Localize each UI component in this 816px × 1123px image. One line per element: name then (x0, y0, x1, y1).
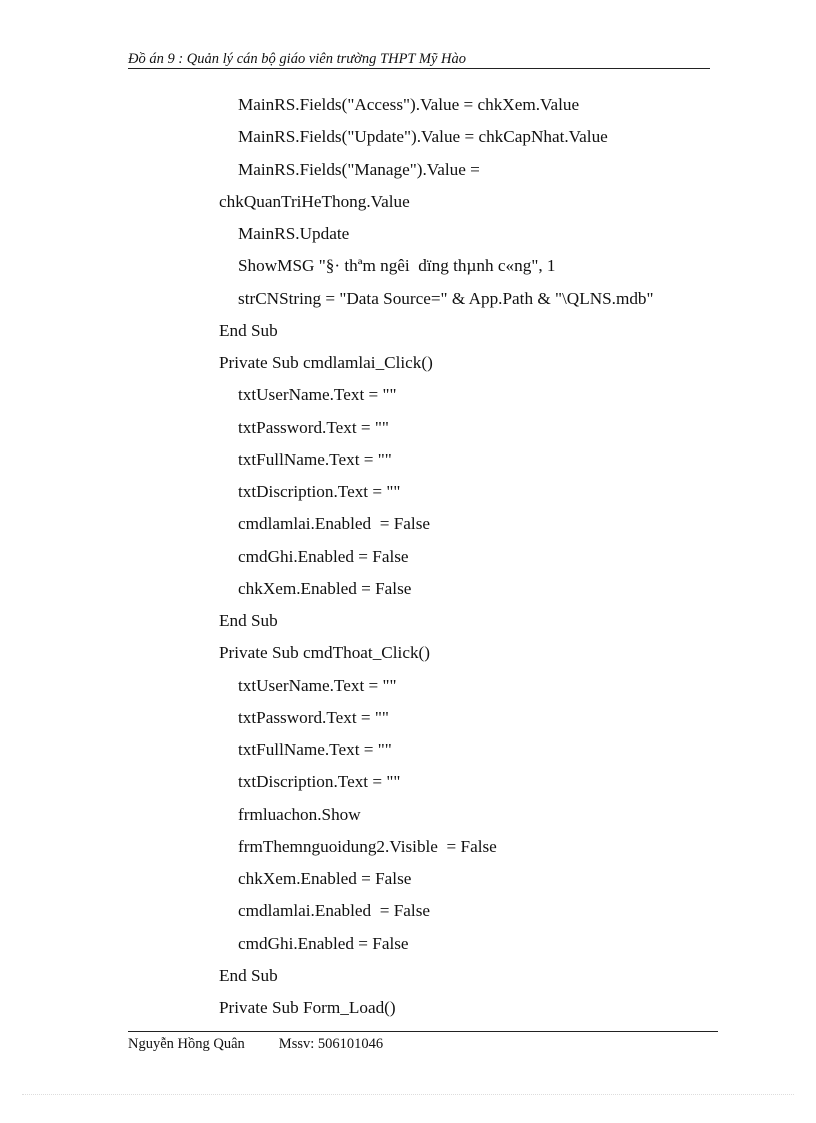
code-line: chkXem.Enabled = False (238, 578, 412, 598)
code-listing (0, 89, 816, 1024)
code-line: strCNString = "Data Source=" & App.Path & "\QLNS.mdb" (238, 288, 654, 308)
code-line: txtPassword.Text = "" (238, 417, 389, 437)
code-line: cmdlamlai.Enabled = False (238, 514, 431, 534)
code-line: cmdlamlai.Enabled = False (238, 901, 431, 921)
code-line: End Sub (219, 320, 278, 340)
code-line: MainRS.Fields("Access").Value = chkXem.Value (238, 95, 580, 114)
code-line: txtFullName.Text = "" (238, 449, 392, 469)
code-line: txtFullName.Text = "" (238, 740, 392, 759)
code-line: Private Sub cmdlamlai_Click() (219, 353, 433, 372)
code-line: txtPassword.Text = "" (238, 707, 389, 727)
code-line: txtDiscription.Text = "" (238, 482, 401, 501)
code-line: MainRS.Fields("Update").Value = chkCapNhat.Value (238, 127, 608, 147)
student-id: Mssv: 506101046 (278, 1036, 384, 1052)
code-line: MainRS.Update (238, 224, 350, 243)
document-title: Đồ án 9 : Quản lý cán bộ giáo viên trường THPT Mỹ Hào (128, 51, 466, 67)
code-line: MainRS.Fields("Manage").Value = (238, 159, 480, 179)
header-divider (128, 68, 710, 69)
page-footer (128, 1034, 383, 1054)
code-line: txtDiscription.Text = "" (238, 772, 401, 792)
code-line: txtUserName.Text = "" (238, 675, 397, 695)
code-line: Private Sub cmdThoat_Click() (219, 643, 430, 663)
code-line: cmdGhi.Enabled = False (238, 933, 409, 953)
code-line: chkXem.Enabled = False (238, 869, 412, 888)
footer-divider (128, 1031, 718, 1032)
code-line: frmluachon.Show (238, 804, 361, 824)
page-header (128, 49, 710, 69)
page-bottom-edge (22, 1094, 794, 1095)
code-line: chkQuanTriHeThong.Value (219, 191, 410, 211)
code-line: frmThemnguoidung2.Visible = False (238, 836, 497, 856)
code-line: Private Sub Form_Load() (219, 998, 396, 1017)
code-line: cmdGhi.Enabled = False (238, 546, 409, 566)
code-line: End Sub (219, 965, 278, 985)
author-name: Nguyễn Hồng Quân (128, 1036, 245, 1052)
code-line: txtUserName.Text = "" (238, 385, 397, 405)
code-line: End Sub (219, 611, 278, 630)
code-line: ShowMSG "§· thªm ngêi dïng thµnh c«ng", 1 (238, 256, 556, 276)
